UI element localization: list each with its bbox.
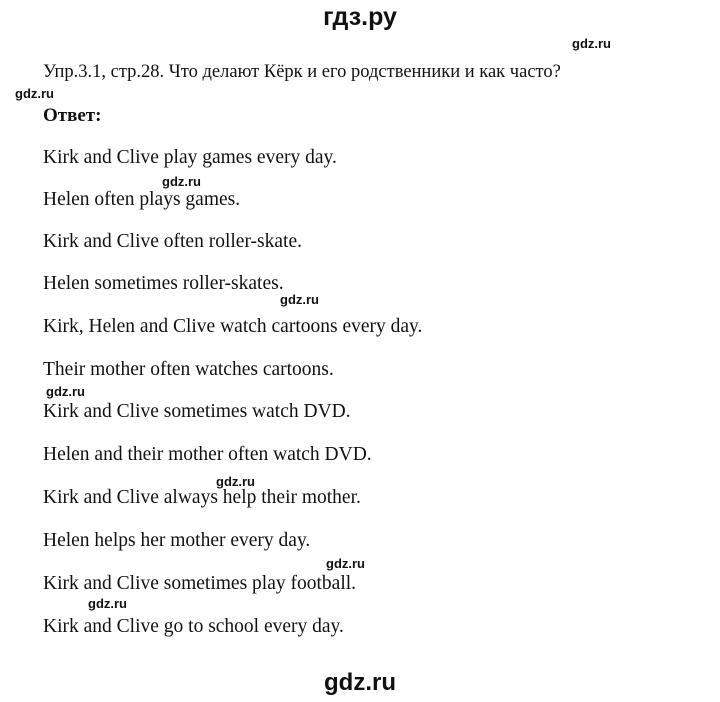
watermark: gdz.ru (572, 36, 611, 51)
task-heading: Упр.3.1, стр.28. Что делают Кёрк и его родственники и как часто? (43, 62, 561, 82)
watermark: gdz.ru (162, 174, 201, 189)
answer-line: Kirk and Clive go to school every day. (43, 616, 344, 637)
answer-line: Helen often plays games. (43, 189, 241, 210)
answer-line: Kirk and Clive always help their mother. (43, 487, 361, 508)
watermark: gdz.ru (326, 556, 365, 571)
answer-line: Kirk, Helen and Clive watch cartoons every day. (43, 316, 423, 337)
answer-line: Their mother often watches cartoons. (43, 359, 334, 380)
answer-line: Helen helps her mother every day. (43, 530, 311, 551)
site-logo-footer: gdz.ru (324, 669, 396, 696)
watermark: gdz.ru (216, 474, 255, 489)
answer-line: Kirk and Clive play games every day. (43, 147, 337, 168)
answer-line: Helen and their mother often watch DVD. (43, 444, 372, 465)
answer-line: Kirk and Clive sometimes watch DVD. (43, 401, 351, 422)
watermark: gdz.ru (46, 384, 85, 399)
watermark: gdz.ru (88, 596, 127, 611)
watermark: gdz.ru (15, 86, 54, 101)
answer-label: Ответ: (43, 105, 102, 126)
watermark: gdz.ru (280, 292, 319, 307)
answer-line: Kirk and Clive often roller-skate. (43, 231, 302, 252)
answer-line: Helen sometimes roller-skates. (43, 273, 284, 294)
answer-line: Kirk and Clive sometimes play football. (43, 573, 357, 594)
site-logo-header: гдз.ру (323, 3, 397, 31)
